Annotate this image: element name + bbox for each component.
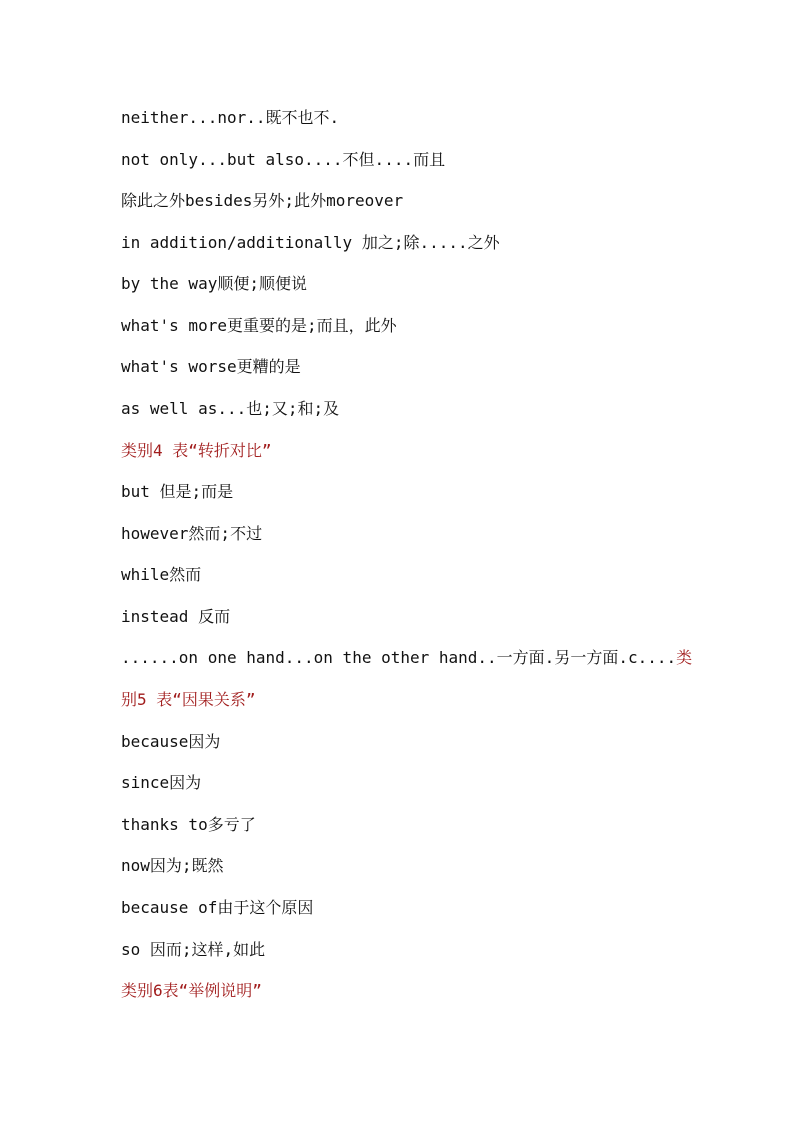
text-line: but 但是;而是 [121,482,234,501]
text-line: because of由于这个原因 [121,898,314,917]
text-line: while然而 [121,565,202,584]
text-line: because因为 [121,732,221,751]
category-heading: 类别6表“举例说明” [121,981,262,1000]
text-line: however然而;不过 [121,524,263,543]
text-line: not only...but also....不但....而且 [121,150,446,169]
text-line: now因为;既然 [121,856,224,875]
text-line [121,648,734,668]
text-line: in addition/additionally 加之;除.....之外 [121,233,500,252]
text-line: what's more更重要的是;而且，此外 [121,316,397,335]
text-line: thanks to多亏了 [121,815,256,834]
text-line: by the way顺便;顺便说 [121,274,307,293]
text-line: since因为 [121,773,202,792]
text-line: as well as...也;又;和;及 [121,399,340,418]
text-line: neither...nor..既不也不. [121,108,340,127]
text-span: ......on one hand...on the other hand..一方面.另一方面.c.... [121,648,677,667]
category-heading-start: 类 [676,648,693,667]
text-line: so 因而;这样,如此 [121,940,266,959]
text-line: instead 反而 [121,607,231,626]
text-line: what's worse更糟的是 [121,357,301,376]
category-heading: 类别4 表“转折对比” [121,441,272,460]
text-line: 除此之外besides另外;此外moreover [121,191,404,210]
category-heading: 别5 表“因果关系” [121,690,256,709]
